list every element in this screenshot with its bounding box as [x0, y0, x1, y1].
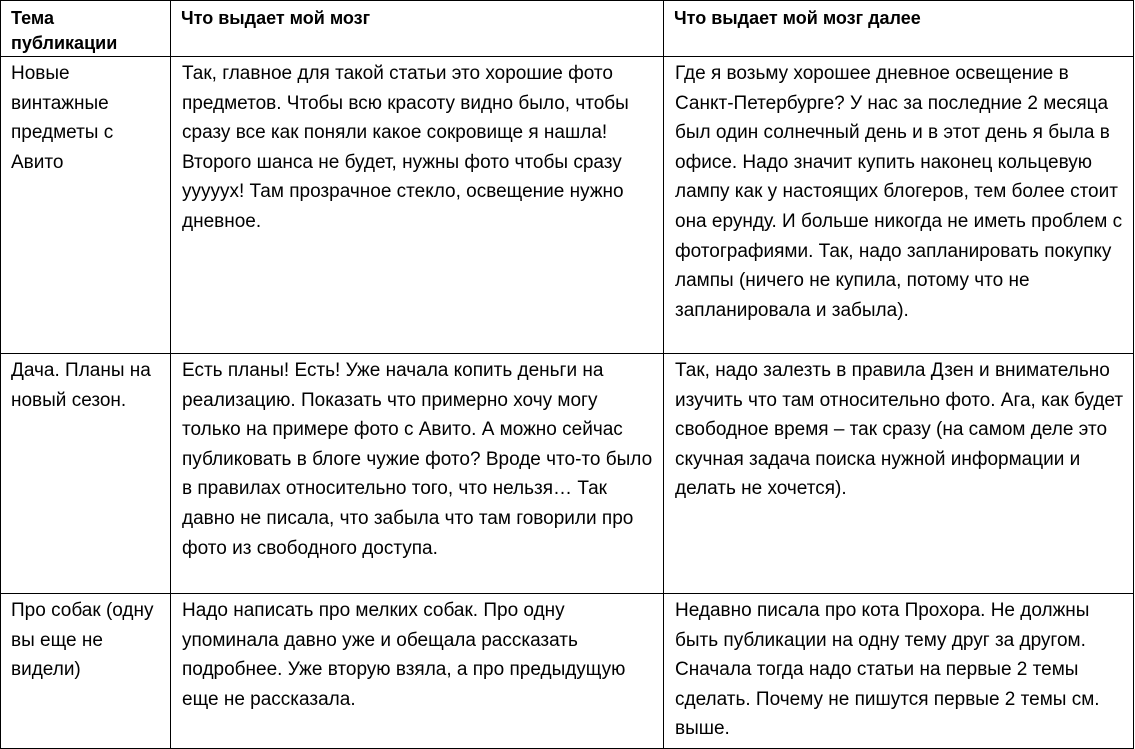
- header-topic: Тема публикации: [1, 1, 171, 57]
- header-brain-next: Что выдает мой мозг далее: [664, 1, 1134, 57]
- cell-topic: Про собак (одну вы еще не видели): [1, 594, 171, 749]
- header-brain: Что выдает мой мозг: [171, 1, 664, 57]
- cell-brain: Так, главное для такой статьи это хорошие фото предметов. Чтобы всю красоту видно было, чтобы сразу все как поняли какое сокровище я нашла! Второго шанса не будет, нужны фото чтобы сразу ууууух! Там прозрачное стекло, освещение нужно дневное.: [171, 57, 664, 354]
- cell-brain-next: Где я возьму хорошее дневное освещение в Санкт-Петербурге? У нас за последние 2 месяца был один солнечный день и в этот день я была в офисе. Надо значит купить наконец кольцевую лампу как у настоящих блогеров, тем более стоит она ерунду. И больше никогда не иметь проблем с фотографиями. Так, надо запланировать покупку лампы (ничего не купила, потому что не запланировала и забыла).: [664, 57, 1134, 354]
- cell-brain-next: Недавно писала про кота Прохора. Не должны быть публикации на одну тему друг за другом. Сначала тогда надо статьи на первые 2 темы сделать. Почему не пишутся первые 2 темы см. выше.: [664, 594, 1134, 749]
- table-row: [1, 594, 1134, 749]
- cell-brain-next: Так, надо залезть в правила Дзен и внимательно изучить что там относительно фото. Ага, как будет свободное время – так сразу (на самом деле это скучная задача поиска нужной информации и делать не хочется).: [664, 354, 1134, 594]
- cell-topic: Новые винтажные предметы с Авито: [1, 57, 171, 354]
- cell-brain: Есть планы! Есть! Уже начала копить деньги на реализацию. Показать что примерно хочу могу только на примере фото с Авито. А можно сейчас публиковать в блоге чужие фото? Вроде что-то было в правилах относительно того, что нельзя… Так давно не писала, что забыла что там говорили про фото из свободного доступа.: [171, 354, 664, 594]
- table-header-row: [1, 1, 1134, 57]
- table-row: [1, 354, 1134, 594]
- cell-topic: Дача. Планы на новый сезон.: [1, 354, 171, 594]
- cell-brain: Надо написать про мелких собак. Про одну упоминала давно уже и обещала рассказать подробнее. Уже вторую взяла, а про предыдущую еще не рассказала.: [171, 594, 664, 749]
- table-row: [1, 57, 1134, 354]
